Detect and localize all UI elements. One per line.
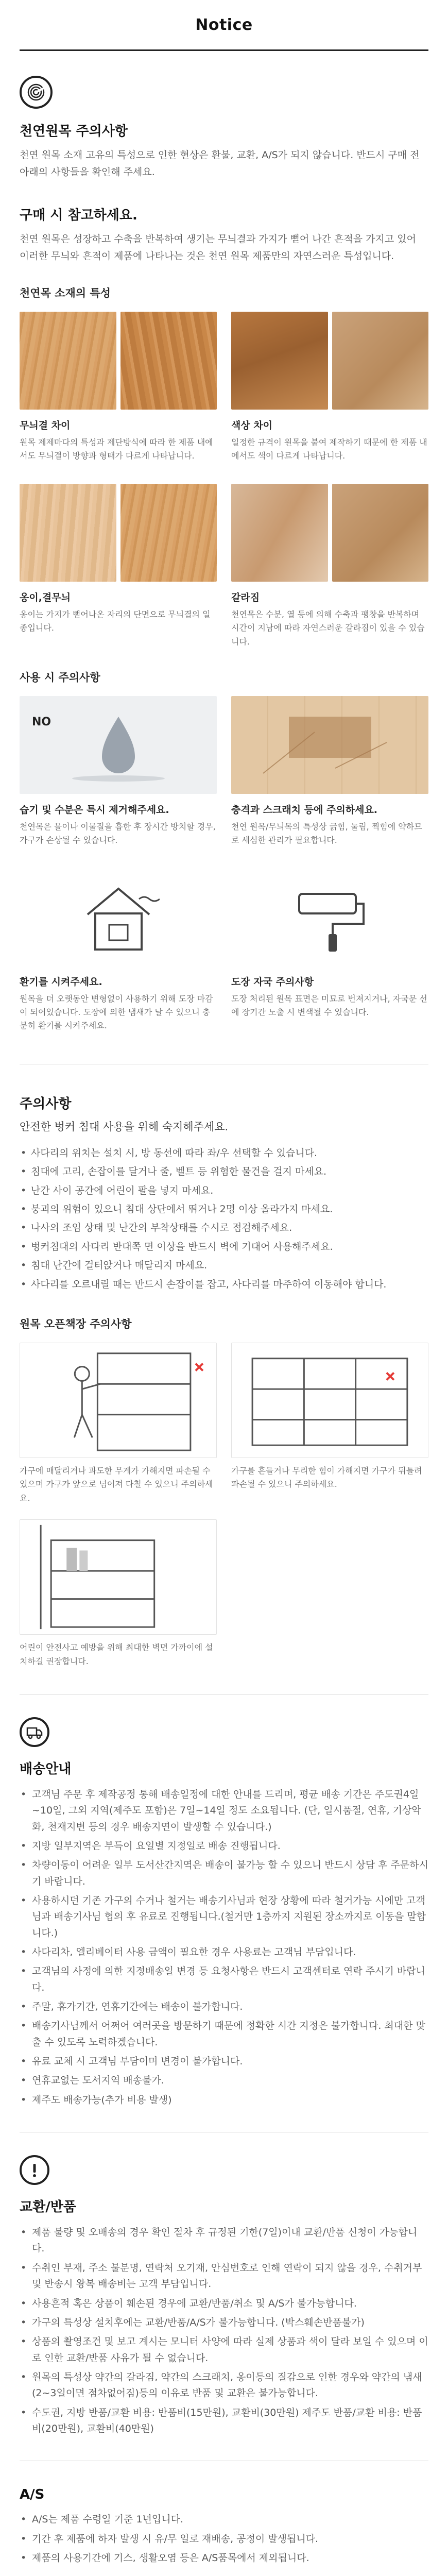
color-photo-b [332, 312, 429, 410]
feature-card-knot [20, 484, 217, 649]
ventilate-illustration [20, 868, 217, 966]
color-photos [231, 312, 428, 410]
usage-label: 사용 시 주의사항 [20, 671, 100, 684]
caution-subtitle: 안전한 벙커 침대 사용을 위해 숙지해주세요. [20, 1120, 229, 1133]
notice-header [0, 0, 448, 49]
wood-notice-section [0, 51, 448, 1064]
delivery-title: 배송안내 [20, 1761, 72, 1777]
features-grid [20, 312, 428, 649]
shelf-child-icon [20, 1343, 216, 1458]
list-item: • 제품 불량 및 오배송의 경우 확인 절차 후 규정된 기한(7일)이내 교환/반품 신청이 가능합니다. [20, 2225, 428, 2257]
knot-photo-b [120, 484, 217, 582]
water-drop-icon [41, 706, 196, 784]
crack-photo-a [231, 484, 328, 582]
wood-text: 천연 원목 소재 고유의 특성으로 인한 현상은 환불, 교환, A/S가 되지 않습니다. 반드시 구매 전 아래의 사항들을 확인해 주세요. [20, 149, 420, 178]
exchange-section [0, 2132, 448, 2461]
caution-title: 주의사항 [20, 1096, 72, 1112]
usage-title: 도장 자국 주의사항 [231, 976, 314, 988]
list-item: • 사다리를 오르내릴 때는 반드시 손잡이를 잡고, 사다리를 마주하여 이동해야 합니다. [20, 1277, 428, 1292]
delivery-list [20, 1787, 428, 2108]
as-section [0, 2461, 448, 2576]
list-item: • 고객님의 사정에 의한 지정배송일 변경 등 요청사항은 반드시 고객센터로 연락 주시기 바랍니다. [20, 1963, 428, 1996]
feature-card-color [231, 312, 428, 463]
house-vent-icon [77, 878, 160, 956]
exchange-list [20, 2225, 428, 2437]
usage-grid [20, 696, 428, 1033]
bookshelf-caution-title: 원목 오픈책장 주의사항 [20, 1318, 132, 1330]
paint-roller-icon [289, 878, 371, 956]
bookshelf-caution-text: 가구에 매달리거나 과도한 무게가 가해지면 파손될 수 있으며 가구가 앞으로 넘어져 다칠 수 있으니 주의하세요. [20, 1466, 213, 1503]
usage-title: 환기를 시켜주세요. [20, 976, 102, 988]
list-item: • 침대에 고리, 손잡이를 달거나 줄, 벨트 등 위험한 물건을 걸지 마세요. [20, 1164, 428, 1179]
list-item: • 연휴교없는 도서지역 배송불가. [20, 2073, 428, 2089]
feature-title: 색상 차이 [231, 419, 273, 431]
list-item: • 사다리차, 엘리베이터 사용 금액이 필요한 경우 사용료는 고객님 부담입니다. [20, 1944, 428, 1960]
shelf-wall-icon [20, 1520, 216, 1634]
features-label: 천연목 소재의 특성 [20, 286, 111, 299]
shelf-tilt-icon [232, 1343, 428, 1458]
delivery-truck-icon [20, 1717, 49, 1747]
list-item: • 원목의 특성상 약간의 갈라짐, 약간의 스크래치, 옹이등의 질감으로 인한 경우와 약간의 냄새(2~3일이면 점차없어짐)등의 이유로 반품 및 교환은 불가능합니다. [20, 2369, 428, 2402]
list-item: • 상품의 촬영조건 및 보고 계시는 모니터 사양에 따라 실제 상품과 색이 달라 보일 수 있으며 이로 인한 교환/반품 사유가 될 수 없습니다. [20, 2334, 428, 2366]
exchange-title: 교환/반품 [20, 2199, 76, 2215]
list-item: • 배송기사님께서 어쩌어 여러곳을 방문하기 때문에 정확한 시간 지정은 불가합니다. 최대한 맞출 수 있도록 노력하겠습니다. [20, 2018, 428, 2050]
caution-list [20, 1145, 428, 1292]
scratch-marks-icon [232, 696, 428, 794]
list-item: • 붕괴의 위험이 있으니 침대 상단에서 뛰거나 2명 이상 올라가지 마세요. [20, 1201, 428, 1217]
list-item: • 사용하시던 기존 가구의 수거나 철거는 배송기사님과 현장 상황에 따라 철거가능 시에만 고객님과 배송기사님 협의 후 유료로 진행됩니다.(철거만 1층까지 지원된 장소까지로 이동을 말합니다.) [20, 1893, 428, 1941]
list-item: • 차량이동이 어려운 일부 도서산간지역은 배송이 불가능 할 수 있으니 반드시 상담 후 주문하시기 바랍니다. [20, 1857, 428, 1890]
wood-heading: 천연원목 주의사항 [20, 124, 128, 139]
usage-card-ventilate [20, 868, 217, 1033]
list-item: • 기간 후 제품에 하자 발생 시 유/무 일로 재배송, 공정이 발생됩니다. [20, 2531, 428, 2547]
list-item: • 난간 사이 공간에 어린이 팔을 넣지 마세요. [20, 1183, 428, 1198]
feature-text: 원목 제제마다의 특성과 제단방식에 따라 한 제품 내에서도 무늬결이 방향과 형태가 다르게 나타납니다. [20, 437, 213, 461]
list-item: • 수취인 부재, 주소 불분명, 연락처 오기재, 안심번호로 인해 연락이 되지 않을 경우, 수취거부 및 반송시 왕복 배송비는 고객 부담입니다. [20, 2260, 428, 2293]
as-title: A/S [20, 2487, 45, 2503]
color-photo-a [231, 312, 328, 410]
feature-text: 일정한 규격이 원목을 붙여 제작하기 때문에 한 제품 내에서도 색이 다르게 나타납니다. [231, 437, 427, 461]
usage-card-scratch [231, 696, 428, 848]
usage-card-moisture [20, 696, 217, 848]
list-item: • A/S는 제품 수령일 기준 1년입니다. [20, 2512, 428, 2528]
usage-text: 도장 처리된 원목 표면은 미묘로 번져지거나, 자국문 선에 장기간 노출 시 변색될 수 있습니다. [231, 993, 427, 1018]
list-item: • 제주도 배송가능(추가 비용 발생) [20, 2092, 428, 2108]
grain-photo-a [20, 312, 116, 410]
usage-text: 천연목은 물이나 이물질을 흡한 후 장시간 방치할 경우, 가구가 손상될 수 있습니다. [20, 821, 216, 845]
purchase-text: 천연 원목은 성장하고 수축을 반복하여 생기는 무늬결과 가지가 뻗어 나간 흔적을 가지고 있어 이러한 무늬와 흔적이 제품에 나타나는 것은 천연 원목 제품만의 자연스러운 특성입니다. [20, 233, 416, 262]
grain-photo-b [120, 312, 217, 410]
feature-text: 옹이는 가지가 뻗어나온 자리의 단면으로 무늬결의 일종입니다. [20, 609, 211, 633]
bookshelf-card-shaking [231, 1343, 428, 1505]
list-item: • 유료 교체 시 고객님 부담이며 변경이 불가합니다. [20, 2054, 428, 2070]
feature-title: 무늬결 차이 [20, 419, 71, 431]
feature-text: 천연목은 수분, 열 등에 의해 수축과 팽창을 반복하며 시간이 지남에 따라 자연스러운 갈라짐이 있을 수 있습니다. [231, 609, 425, 647]
list-item: • 가구의 특성상 설치후에는 교환/반품/A/S가 불가능합니다. (박스훼손반품불가) [20, 2315, 428, 2331]
list-item: • 주말, 휴가기간, 연휴기간에는 배송이 불가합니다. [20, 1999, 428, 2015]
feature-title: 옹이,결무늬 [20, 591, 71, 603]
list-item: • 수도권, 지방 반품/교환 비용: 반품비(15만원), 교환비(30만원) 제주도 반품/교환 비용: 반품비(20만원), 교환비(40만원) [20, 2405, 428, 2437]
no-mark: NO [32, 715, 51, 728]
feature-card-crack [231, 484, 428, 649]
list-item: • 지방 일부지역은 부득이 요일별 지정일로 배송 진행됩니다. [20, 1838, 428, 1854]
hanging-illustration [20, 1343, 217, 1458]
delivery-section [0, 1694, 448, 2132]
notice-title: Notice [195, 15, 253, 34]
crack-photo-b [332, 484, 429, 582]
usage-text: 원목을 더 오랫동안 변형없이 사용하기 위해 도장 마감이 되어있습니다. 도장에 의한 냄새가 날 수 있으니 충분히 환기를 시켜주세요. [20, 993, 213, 1031]
scratch-photo [231, 696, 428, 794]
usage-text: 천연 원목/무늬목의 특성상 긁힘, 눌림, 찍힘에 약하므로 세심한 관리가 필요합니다. [231, 821, 422, 845]
exclamation-icon [20, 2155, 49, 2185]
list-item: • 침대 난간에 걸터앉거나 매달리지 마세요. [20, 1258, 428, 1273]
bookshelf-card-wall [20, 1519, 217, 1668]
list-item: • 사다리의 위치는 설치 시, 방 동선에 따라 좌/우 선택할 수 있습니다. [20, 1145, 428, 1161]
knot-photos [20, 484, 217, 582]
wood-rings-icon [20, 76, 53, 109]
purchase-heading: 구매 시 참고하세요. [20, 207, 137, 223]
bookshelf-caution-text: 가구를 흔들거나 무리한 힘이 가해지면 가구가 뒤틀려 파손될 수 있으니 주의하세요. [231, 1466, 422, 1489]
grain-photos [20, 312, 217, 410]
shaking-illustration [231, 1343, 428, 1458]
usage-title: 습기 및 수분은 특시 제거해주세요. [20, 804, 169, 816]
as-list [20, 2512, 428, 2566]
list-item: • 고객님 주문 후 제작공정 통해 배송일정에 대한 안내를 드리며, 평균 배송 기간은 주도권4일~10일, 그외 지역(제주도 포함)은 7일~14일 정도 소요됩니다. (단, 일시품절, 연휴, 기상악화, 천재지변 등의 경우 배송지연이 발생할 수 있습니다.) [20, 1787, 428, 1835]
bookshelf-caution-grid [20, 1343, 428, 1668]
list-item: • 벙커침대의 사다리 반대쪽 면 이상을 반드시 벽에 기대어 사용해주세요. [20, 1239, 428, 1255]
paint-illustration [231, 868, 428, 966]
usage-title: 충격과 스크래치 등에 주의하세요. [231, 804, 378, 816]
moisture-illustration [20, 696, 217, 794]
list-item: • 나사의 조임 상태 및 난간의 부착상태를 수시로 점검해주세요. [20, 1220, 428, 1235]
bookshelf-caution-text: 어린이 안전사고 예방을 위해 최대한 벽면 가까이에 설치하길 권장합니다. [20, 1642, 213, 1666]
feature-card-grain [20, 312, 217, 463]
feature-title: 갈라짐 [231, 591, 260, 603]
usage-card-paint [231, 868, 428, 1033]
caution-section [0, 1064, 448, 1694]
crack-photos [231, 484, 428, 582]
list-item: • 사용흔적 혹은 상품이 훼손된 경우에 교환/반품/취소 및 A/S가 불가능합니다. [20, 2296, 428, 2312]
wall-illustration [20, 1519, 217, 1635]
knot-photo-a [20, 484, 116, 582]
list-item: • 제품의 사용기간에 기스, 생활오염 등은 A/S품목에서 제외됩니다. [20, 2550, 428, 2566]
bookshelf-card-hanging [20, 1343, 217, 1505]
